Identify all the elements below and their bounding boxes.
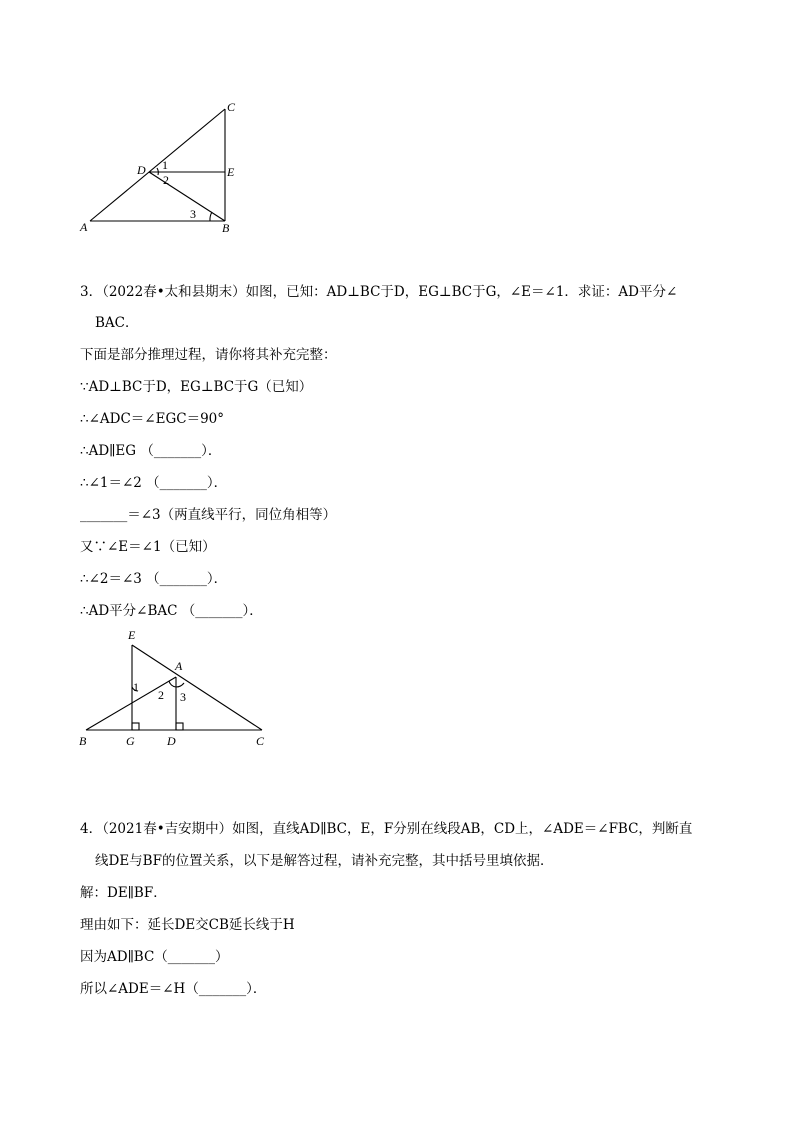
label-D: D [137,163,146,177]
problem-3-step-7: ∴∠2＝∠3 （_______）． [80,571,228,587]
problem-4-step-1: 因为AD∥BC（_______） [80,949,229,965]
problem-3-statement-line-2: BAC． [95,315,139,331]
label-E: E [227,165,235,179]
problem-3-step-8: ∴AD平分∠BAC （_______）． [80,603,263,619]
problem-3-step-4: ∴∠1＝∠2 （_______）． [80,475,228,491]
problem-3-intro: 下面是部分推理过程，请你将其补充完整： [80,347,337,363]
segment-EC [132,645,262,730]
problem-4-step-2: 所以∠ADE＝∠H（_______）． [80,981,267,997]
angle-label-2: 2 [163,173,169,187]
angle-label-1: 1 [133,680,139,694]
segment-BA [86,677,176,730]
label-G: G [126,734,135,748]
angle-label-1: 1 [162,158,168,172]
label-A: A [175,659,183,673]
label-C: C [227,100,236,114]
label-C: C [256,734,265,748]
label-E: E [128,628,136,642]
problem-3-step-1: ∵AD⊥BC于D，EG⊥BC于G（已知） [80,379,313,395]
angle-label-2: 2 [158,688,164,702]
label-D: D [167,734,176,748]
segment-AC [90,109,225,221]
problem-3-step-6: 又∵∠E＝∠1（已知） [80,539,216,555]
problem-3-statement-line-1: 3．（2022春•太和县期末）如图，已知：AD⊥BC于D，EG⊥BC于G，∠E＝∠1．求证：AD平分∠ [80,284,678,300]
figure-2-triangle [72,625,282,750]
problem-4-statement-line-1: 4．（2021春•吉安期中）如图，直线AD∥BC，E，F分别在线段AB，CD上，∠ADE＝∠FBC，判断直 [80,821,693,837]
figure-1-triangle [70,95,260,240]
angle-arc-2 [169,681,176,687]
label-A: A [80,220,88,234]
problem-3-step-2: ∴∠ADC＝∠EGC＝90° [80,411,225,427]
angle-label-3: 3 [190,207,196,221]
label-B: B [79,734,87,748]
problem-3-step-5: _______＝∠3（两直线平行，同位角相等） [80,507,337,523]
problem-3-step-3: ∴AD∥EG （_______）． [80,443,222,459]
angle-arc-3 [210,212,212,221]
problem-4-statement-line-2: 线DE与BF的位置关系，以下是解答过程，请补充完整，其中括号里填依据． [95,853,554,869]
segment-DB [149,172,225,221]
problem-4-reason: 理由如下：延长DE交CB延长线于H [80,917,295,933]
angle-label-3: 3 [180,690,186,704]
problem-4-solution: 解：DE∥BF． [80,885,167,901]
right-angle-mark-D [176,723,183,730]
right-angle-mark-G [132,723,139,730]
angle-arc-3 [176,683,184,687]
label-B: B [222,221,230,235]
